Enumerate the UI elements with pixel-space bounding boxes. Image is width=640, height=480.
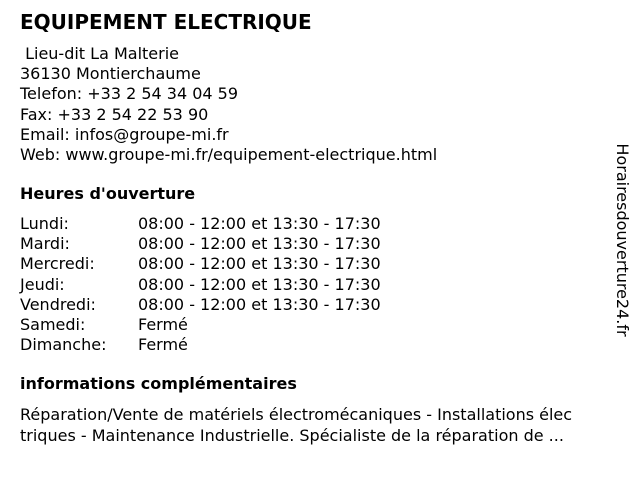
day-hours: 08:00 - 12:00 et 13:30 - 17:30 <box>138 214 381 233</box>
website-address: Web: www.groupe-mi.fr/equipement-electrique.html <box>20 145 438 165</box>
address-line-2: 36130 Montierchaume <box>20 64 201 84</box>
day-label: Mercredi: <box>20 254 95 274</box>
business-name: EQUIPEMENT ELECTRIQUE <box>20 10 312 34</box>
opening-hours-heading: Heures d'ouverture <box>20 184 196 203</box>
day-label: Lundi: <box>20 214 69 233</box>
contact-block <box>20 44 437 165</box>
fax-number: Fax: +33 2 54 22 53 90 <box>20 104 209 124</box>
day-label: Vendredi: <box>20 294 96 314</box>
address-line-1: Lieu-dit La Malterie <box>20 44 180 63</box>
day-hours: 08:00 - 12:00 et 13:30 - 17:30 <box>138 274 381 294</box>
day-hours: 08:00 - 12:00 et 13:30 - 17:30 <box>138 234 381 254</box>
day-label: Samedi: <box>20 314 86 334</box>
additional-info-heading: informations complémentaires <box>20 374 297 393</box>
day-hours: Fermé <box>138 335 188 355</box>
description-line-2: triques - Maintenance Industrielle. Spécialiste de la réparation de ... <box>20 426 564 445</box>
email-address: Email: infos@groupe-mi.fr <box>20 124 229 144</box>
description-line-1: Réparation/Vente de matériels électromécaniques - Installations élec <box>20 405 573 424</box>
phone-number: Telefon: +33 2 54 34 04 59 <box>20 84 239 104</box>
day-label: Mardi: <box>20 234 70 254</box>
additional-info-text <box>20 404 620 446</box>
day-label: Jeudi: <box>20 274 65 294</box>
site-watermark: Horairesdouverture24.fr <box>613 143 632 337</box>
day-hours: 08:00 - 12:00 et 13:30 - 17:30 <box>138 254 381 274</box>
day-hours: 08:00 - 12:00 et 13:30 - 17:30 <box>138 294 381 314</box>
day-hours: Fermé <box>138 314 188 334</box>
day-label: Dimanche: <box>20 335 107 355</box>
